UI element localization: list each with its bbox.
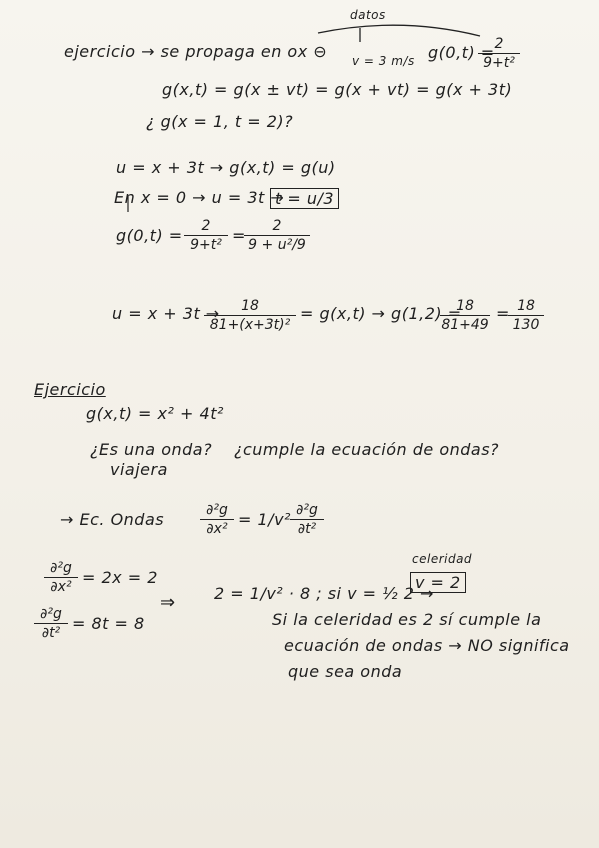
- fraction-2: 2 9 + u²/9: [244, 218, 310, 253]
- conclusion-2: ecuación de ondas → NO significa: [284, 636, 570, 655]
- ex1-header: ejercicio → se propaga en ox ⊖: [64, 42, 328, 61]
- ex1-x0: En x = 0 → u = 3t →: [114, 188, 285, 207]
- u-line: u = x + 3t →: [112, 304, 220, 323]
- ex2-viajera: viajera: [110, 460, 168, 479]
- fraction-3: 18 81+(x+3t)²: [204, 298, 296, 333]
- t-boxed: t = u/3: [270, 188, 339, 209]
- conclusion-1: Si la celeridad es 2 sí cumple la: [272, 610, 542, 629]
- g-eval: = g(x,t) → g(1,2) =: [300, 304, 462, 323]
- implies-arrow: ⇒: [160, 592, 176, 613]
- ex1-question: ¿ g(x = 1, t = 2)?: [146, 112, 294, 131]
- wave-eq-lhs: ∂²g ∂x²: [200, 502, 234, 537]
- v-boxed: v = 2: [410, 572, 466, 593]
- ex2-question-equation: ¿cumple la ecuación de ondas?: [234, 440, 500, 459]
- conclusion-3: que sea onda: [288, 662, 403, 681]
- g0t-line: g(0,t) =: [116, 226, 183, 245]
- ex1-line2: g(x,t) = g(x ± vt) = g(x + vt) = g(x + 3t): [162, 80, 513, 99]
- wave-eq-label: → Ec. Ondas: [60, 510, 165, 529]
- d2gdt2: ∂²g ∂t²: [34, 606, 68, 641]
- d2gdx2: ∂²g ∂x²: [44, 560, 78, 595]
- fraction-1: 2 9+t²: [184, 218, 228, 253]
- equals: =: [232, 226, 246, 245]
- fraction-4: 18 81+49: [441, 298, 489, 333]
- equals-2: =: [496, 304, 510, 323]
- fraction-5: 18 130: [508, 298, 544, 333]
- d2gdx2-result: = 2x = 2: [82, 568, 158, 587]
- g0t-fraction: 2 9+t²: [478, 36, 520, 71]
- ex1-substitution: u = x + 3t → g(x,t) = g(u): [116, 158, 336, 177]
- wave-eq-rhs: ∂²g ∂t²: [290, 502, 324, 537]
- ex2-function: g(x,t) = x² + 4t²: [86, 404, 224, 423]
- d2gdt2-result: = 8t = 8: [72, 614, 145, 633]
- datos-label: datos: [350, 8, 386, 22]
- wave-eq-coef: = 1/v²: [238, 510, 291, 529]
- velocity: v = 3 m/s: [352, 54, 415, 68]
- ex2-title: Ejercicio: [34, 380, 106, 399]
- solve-line: 2 = 1/v² · 8 ; si v = ½ 2 →: [214, 584, 434, 603]
- ex2-question-wave: ¿Es una onda?: [90, 440, 213, 459]
- celeridad-label: celeridad: [412, 552, 473, 566]
- g0t-label: g(0,t) =: [428, 43, 495, 62]
